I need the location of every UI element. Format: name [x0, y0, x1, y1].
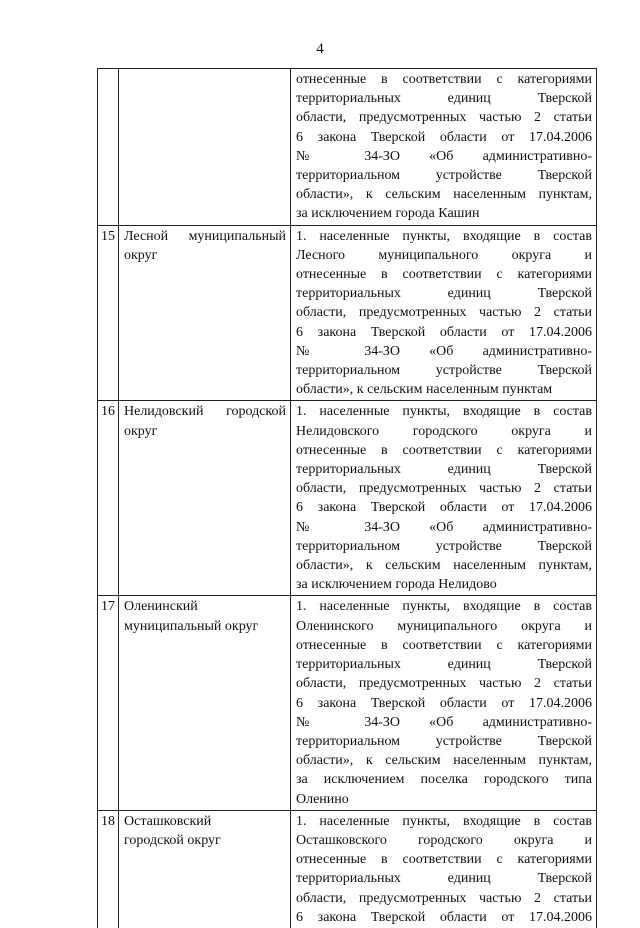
description-line: области, предусмотренных частью 2 статьи [296, 110, 592, 126]
description-line: 6 закона Тверской области от 17.04.2006 [296, 129, 592, 145]
description-line: отнесенные в соответствии с категориями [296, 442, 592, 458]
row-number: 18 [98, 810, 119, 928]
description-line: территориальных единиц Тверской [296, 91, 592, 107]
description-line: отнесенные в соответствии с категориями [296, 72, 592, 87]
description-line: территориальных единиц Тверской [296, 286, 592, 302]
description-line: Нелидовского городского округа и [296, 423, 592, 439]
district-name [119, 596, 291, 810]
description-line: области», к сельским населенным пунктам, [296, 187, 592, 203]
description-line: области, предусмотренных частью 2 статьи [296, 305, 592, 321]
table-row [98, 401, 597, 596]
row-number: 15 [98, 225, 119, 401]
description-line: 1. населенные пункты, входящие в состав [296, 228, 592, 244]
description-line: Оленино [296, 791, 349, 807]
description-line: территориальном устройстве Тверской [296, 538, 592, 554]
description-line: № 34-ЗО «Об административно- [296, 714, 592, 730]
description-line: области, предусмотренных частью 2 статьи [296, 676, 592, 692]
settlements-description [291, 810, 597, 928]
description-line: отнесенные в соответствии с категориями [296, 852, 592, 868]
settlements-description [291, 69, 597, 226]
table-row [98, 596, 597, 810]
description-line: 6 закона Тверской области от 17.04.2006 [296, 909, 592, 925]
district-name-line: Осташковский [124, 813, 212, 829]
description-line: 6 закона Тверской области от 17.04.2006 [296, 695, 592, 711]
district-name [119, 810, 291, 928]
description-line: территориальном устройстве Тверской [296, 168, 592, 184]
description-line: 6 закона Тверской области от 17.04.2006 [296, 324, 592, 340]
district-name-line: округ [124, 423, 158, 439]
row-number: 17 [98, 596, 119, 810]
district-name-line: городской округ [124, 832, 221, 848]
district-name [119, 225, 291, 401]
description-line: территориальных единиц Тверской [296, 871, 592, 887]
description-line: за исключением города Кашин [296, 206, 480, 222]
description-line: № 34-ЗО «Об административно- [296, 148, 592, 164]
description-line: области, предусмотренных частью 2 статьи [296, 481, 592, 497]
description-line: 1. населенные пункты, входящие в состав [296, 813, 592, 829]
district-name-line: округ [124, 247, 158, 263]
district-name-line: Нелидовский городской [124, 404, 286, 420]
description-line: отнесенные в соответствии с категориями [296, 267, 592, 283]
description-line: отнесенные в соответствии с категориями [296, 637, 592, 653]
description-line: 6 закона Тверской области от 17.04.2006 [296, 500, 592, 516]
description-line: области», к сельским населенным пунктам [296, 382, 553, 398]
description-line: области», к сельским населенным пунктам, [296, 753, 592, 769]
table-row [98, 69, 597, 226]
row-number [98, 69, 119, 226]
table-body [98, 69, 597, 928]
description-line: № 34-ЗО «Об административно- [296, 343, 592, 359]
description-line: 1. населенные пункты, входящие в состав [296, 404, 592, 420]
settlements-table [97, 68, 597, 928]
description-line: территориальном устройстве Тверской [296, 733, 592, 749]
page-number: 4 [316, 41, 324, 57]
description-line: Оленинского муниципального округа и [296, 618, 592, 634]
description-line: за исключением поселка городского типа [296, 772, 592, 788]
row-number: 16 [98, 401, 119, 596]
district-name [119, 69, 291, 226]
description-line: территориальных единиц Тверской [296, 657, 592, 673]
district-name [119, 401, 291, 596]
district-name-line: муниципальный округ [124, 618, 259, 634]
description-line: 1. населенные пункты, входящие в состав [296, 599, 592, 615]
settlements-description [291, 225, 597, 401]
description-line: области», к сельским населенным пунктам, [296, 558, 592, 574]
settlements-description [291, 596, 597, 810]
table-row [98, 810, 597, 928]
district-name-line: Оленинский [124, 599, 198, 615]
description-line: области, предусмотренных частью 2 статьи [296, 890, 592, 906]
district-name-line: Лесной муниципальный [124, 228, 286, 244]
table-row [98, 225, 597, 401]
description-line: территориальных единиц Тверской [296, 462, 592, 478]
description-line: за исключением города Нелидово [296, 577, 497, 593]
settlements-description [291, 401, 597, 596]
description-line: Лесного муниципального округа и [296, 247, 592, 263]
description-line: Осташковского городского округа и [296, 832, 592, 848]
description-line: № 34-ЗО «Об административно- [296, 519, 592, 535]
description-line: территориальном устройстве Тверской [296, 363, 592, 379]
